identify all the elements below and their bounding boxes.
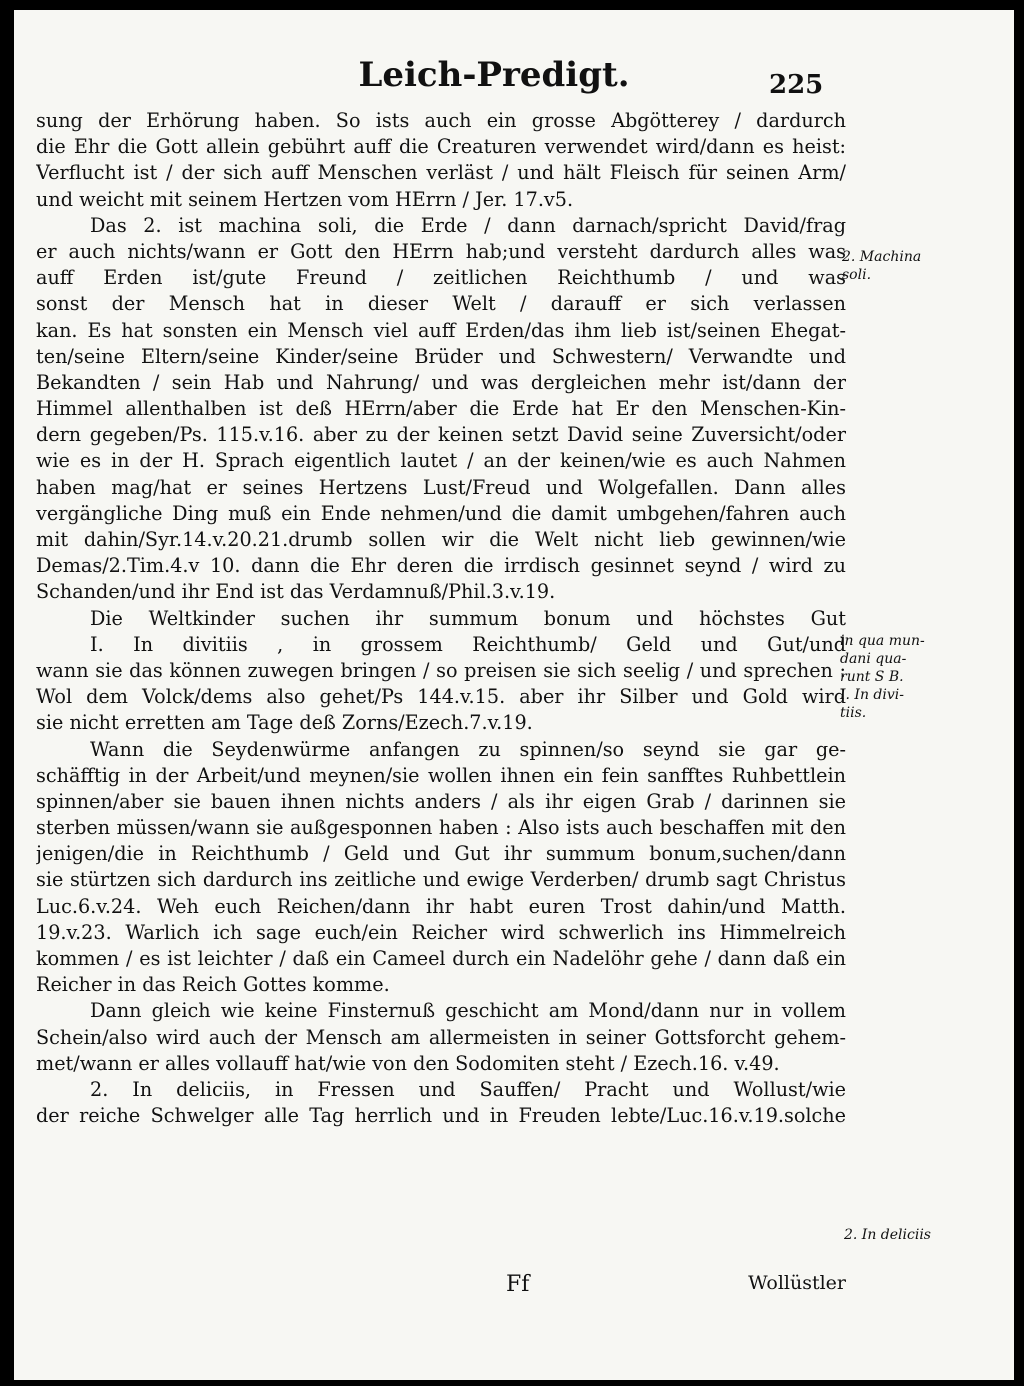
text-line: 19.v.23. Warlich ich sage euch/ein Reicher wird schwerlich ins Himmelreich (36, 920, 846, 944)
text-line: kommen / es ist leichter / daß ein Cameel durch ein Nadelöhr gehe / dann daß ein (36, 947, 846, 970)
text-line: I. In divitiis , in grossem Reichthumb/ Geld und Gut/und (90, 632, 846, 656)
page-footer (36, 1272, 846, 1302)
margin-note-deliciis (844, 1226, 931, 1244)
text-line: dern gegeben/Ps. 115.v.16. aber zu der keinen setzt David seine Zuversicht/oder (36, 423, 846, 447)
text-line: met/wann er alles vollauff hat/wie von den Sodomiten steht / Ezech.16. v.49. (36, 1051, 780, 1075)
margin-note-line: runt S B. (840, 669, 904, 685)
text-line: die Ehr die Gott allein gebührt auff die Creaturen verwendet wird/dann es heist: (36, 135, 846, 159)
signature-mark: Ff (506, 1272, 530, 1297)
body-text (36, 108, 846, 1129)
page-number: 225 (769, 70, 824, 100)
text-line: schäfftig in der Arbeit/und meynen/sie wollen ihnen ein fein sanfftes Ruhbettlein (36, 763, 846, 787)
text-line: und weicht mit seinem Hertzen vom HErrn / Jer. 17.v5. (36, 187, 574, 211)
margin-note-line: tiis. (840, 705, 867, 721)
text-line: sterben müssen/wann sie außgesponnen haben : Also ists auch beschaffen mit den (36, 816, 846, 840)
text-line: Schanden/und ihr End ist das Verdamnuß/Phil.3.v.19. (36, 580, 556, 604)
margin-note-line: I. In divi- (840, 687, 904, 703)
text-line: sie nicht erretten am Tage deß Zorns/Ezech.7.v.19. (36, 711, 533, 735)
text-line: Demas/2.Tim.4.v 10. dann die Ehr deren die irrdisch gesinnet seynd / wird zu (36, 554, 846, 578)
text-line: sonst der Mensch hat in dieser Welt / darauff er sich verlassen (36, 292, 846, 316)
margin-note-line: dani qua- (840, 651, 907, 667)
text-line: Das 2. ist machina soli, die Erde / dann darnach/spricht David/frag (90, 213, 846, 237)
text-line: der reiche Schwelger alle Tag herrlich und in Freuden lebte/Luc.16.v.19.solche (36, 1104, 846, 1128)
running-title: Leich-Predigt. (358, 55, 630, 95)
margin-note-line: in qua mun- (840, 633, 925, 649)
text-line: Wol dem Volck/dems also gehet/Ps 144.v.15. aber ihr Silber und Gold wird (36, 685, 846, 709)
text-line: auff Erden ist/gute Freund / zeitlichen Reichthumb / und was (36, 266, 846, 290)
margin-note-line: 2. In deliciis (844, 1227, 931, 1243)
margin-note-mundani (840, 632, 925, 722)
text-line: jenigen/die in Reichthumb / Geld und Gut ihr summum bonum,suchen/dann (36, 842, 846, 866)
text-line: Luc.6.v.24. Weh euch Reichen/dann ihr habt euren Trost dahin/und Matth. (36, 894, 846, 918)
text-line: kan. Es hat sonsten ein Mensch viel auff Erden/das ihm lieb ist/seinen Ehegat- (36, 318, 846, 342)
text-line: vergängliche Ding muß ein Ende nehmen/und die damit umbgehen/fahren auch (36, 501, 846, 525)
text-line: er auch nichts/wann er Gott den HErrn hab;und versteht dardurch alles was (36, 239, 846, 263)
text-line: wie es in der H. Sprach eigentlich lautet / an der keinen/wie es auch Nahmen (36, 449, 846, 473)
text-line: Schein/also wird auch der Mensch am allermeisten in seiner Gottsforcht gehem- (36, 1025, 846, 1049)
margin-note-machina (842, 248, 921, 284)
text-line: Die Weltkinder suchen ihr summum bonum und höchstes Gut (90, 606, 846, 630)
text-line: sung der Erhörung haben. So ists auch ein grosse Abgötterey / dardurch (36, 109, 846, 132)
text-line: sie stürtzen sich dardurch ins zeitliche und ewige Verderben/ drumb sagt Christus (36, 868, 846, 892)
margin-note-line: 2. Machina (842, 249, 922, 265)
text-line: Verflucht ist / der sich auff Menschen verläst / und hält Fleisch für seinen Arm/ (36, 161, 846, 185)
text-line: Wann die Seydenwürme anfangen zu spinnen/so seynd sie gar ge- (90, 737, 846, 761)
text-line: mit dahin/Syr.14.v.20.21.drumb sollen wir die Welt nicht lieb gewinnen/wie (36, 528, 846, 551)
text-line: wann sie das können zuwegen bringen / so preisen sie sich seelig / und sprechen : (36, 658, 846, 682)
text-line: haben mag/hat er seines Hertzens Lust/Freud und Wolgefallen. Dann alles (36, 475, 846, 499)
margin-note-line: soli. (842, 267, 872, 283)
book-page (14, 10, 1014, 1380)
text-line: 2. In deliciis, in Fressen und Sauffen/ Pracht und Wollust/wie (90, 1077, 846, 1101)
text-line: Bekandten / sein Hab und Nahrung/ und was dergleichen mehr ist/dann der (36, 370, 846, 394)
catchword: Wollüstler (748, 1272, 846, 1294)
text-line: Reicher in das Reich Gottes komme. (36, 973, 390, 997)
text-line: ten/seine Eltern/seine Kinder/seine Brüder und Schwestern/ Verwandte und (36, 344, 846, 368)
text-line: Dann gleich wie keine Finsternuß geschicht am Mond/dann nur in vollem (90, 999, 846, 1023)
text-line: Himmel allenthalben ist deß HErrn/aber die Erde hat Er den Menschen-Kin- (36, 397, 846, 421)
text-line: spinnen/aber sie bauen ihnen nichts anders / als ihr eigen Grab / darinnen sie (36, 789, 846, 813)
